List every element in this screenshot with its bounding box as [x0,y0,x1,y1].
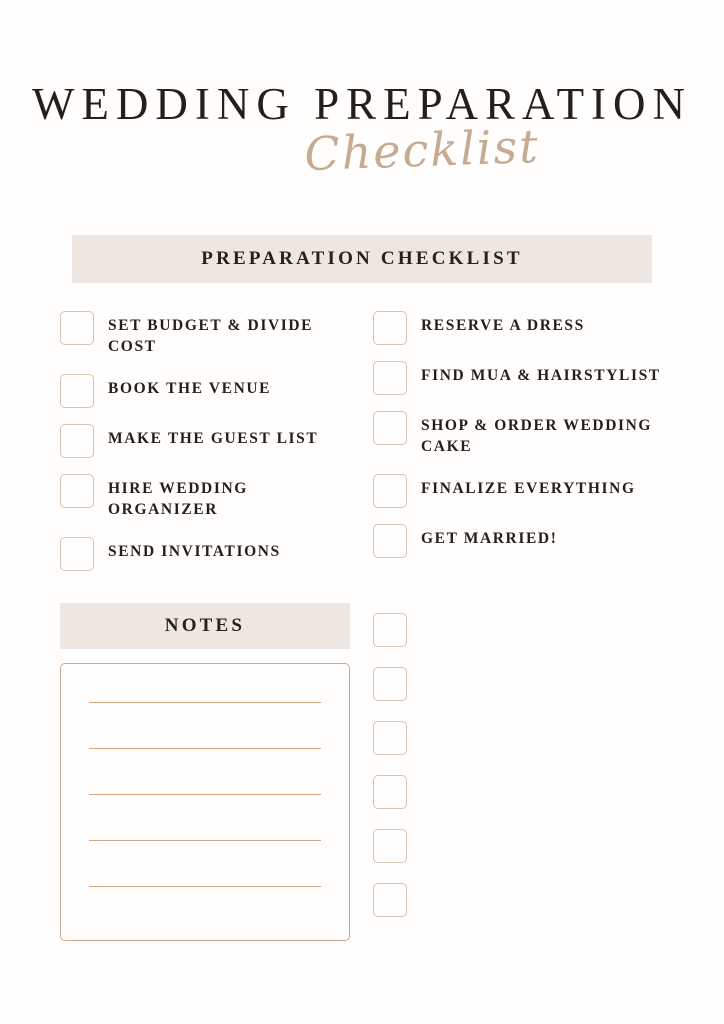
checkbox-icon[interactable] [373,524,407,558]
list-item-label: FIND MUA & HAIRSTYLIST [421,367,661,384]
page-subtitle-script: Checklist [303,118,541,182]
notes-writing-line [89,794,321,795]
list-item-label: SEND INVITATIONS [108,542,281,560]
preparation-checklist-banner-label: PREPARATION CHECKLIST [201,248,523,269]
notes-input[interactable] [60,663,350,941]
preparation-checklist-banner [72,235,652,283]
list-item-label: HIRE WEDDING ORGANIZER [108,479,248,518]
notes-banner-label: NOTES [164,614,246,636]
list-item[interactable] [60,474,351,521]
extra-checkbox-column [373,603,664,941]
checkbox-icon[interactable] [373,667,407,701]
list-item[interactable] [373,524,664,558]
checkbox-icon[interactable] [373,474,407,508]
notes-writing-line [89,702,321,703]
notes-writing-line [89,886,321,887]
checkbox-icon[interactable] [60,311,94,345]
list-item-label: SET BUDGET & DIVIDE COST [108,317,314,355]
notes-section [0,603,724,941]
list-item[interactable] [373,361,664,395]
checkbox-icon[interactable] [373,721,407,755]
checkbox-icon[interactable] [60,424,94,458]
list-item[interactable] [60,537,351,571]
list-item-label: GET MARRIED! [421,529,558,547]
list-item[interactable] [373,411,664,458]
list-item[interactable] [373,311,664,345]
list-item[interactable] [60,424,351,458]
list-item[interactable] [60,374,351,408]
checkbox-icon[interactable] [373,311,407,345]
list-item-label: BOOK THE VENUE [108,379,272,397]
checkbox-icon[interactable] [373,411,407,445]
notes-writing-line [89,840,321,841]
checklist-columns [0,311,724,587]
checkbox-icon[interactable] [373,775,407,809]
page-header [0,0,724,182]
notes-column [60,603,351,941]
checklist-right-column [373,311,664,587]
notes-banner [60,603,350,649]
list-item[interactable] [373,474,664,508]
checkbox-icon[interactable] [60,374,94,408]
list-item-label: RESERVE A DRESS [421,317,585,334]
checklist-left-column [60,311,351,587]
list-item[interactable] [60,311,351,358]
checkbox-icon[interactable] [373,829,407,863]
notes-writing-line [89,748,321,749]
list-item-label: FINALIZE EVERYTHING [421,479,636,497]
list-item-label: MAKE THE GUEST LIST [108,429,319,447]
checkbox-icon[interactable] [373,361,407,395]
checkbox-icon[interactable] [60,474,94,508]
page-title: WEDDING PREPARATION [31,79,693,129]
list-item-label: SHOP & ORDER WEDDING CAKE [421,417,653,455]
checkbox-icon[interactable] [60,537,94,571]
checkbox-icon[interactable] [373,883,407,917]
checkbox-icon[interactable] [373,613,407,647]
